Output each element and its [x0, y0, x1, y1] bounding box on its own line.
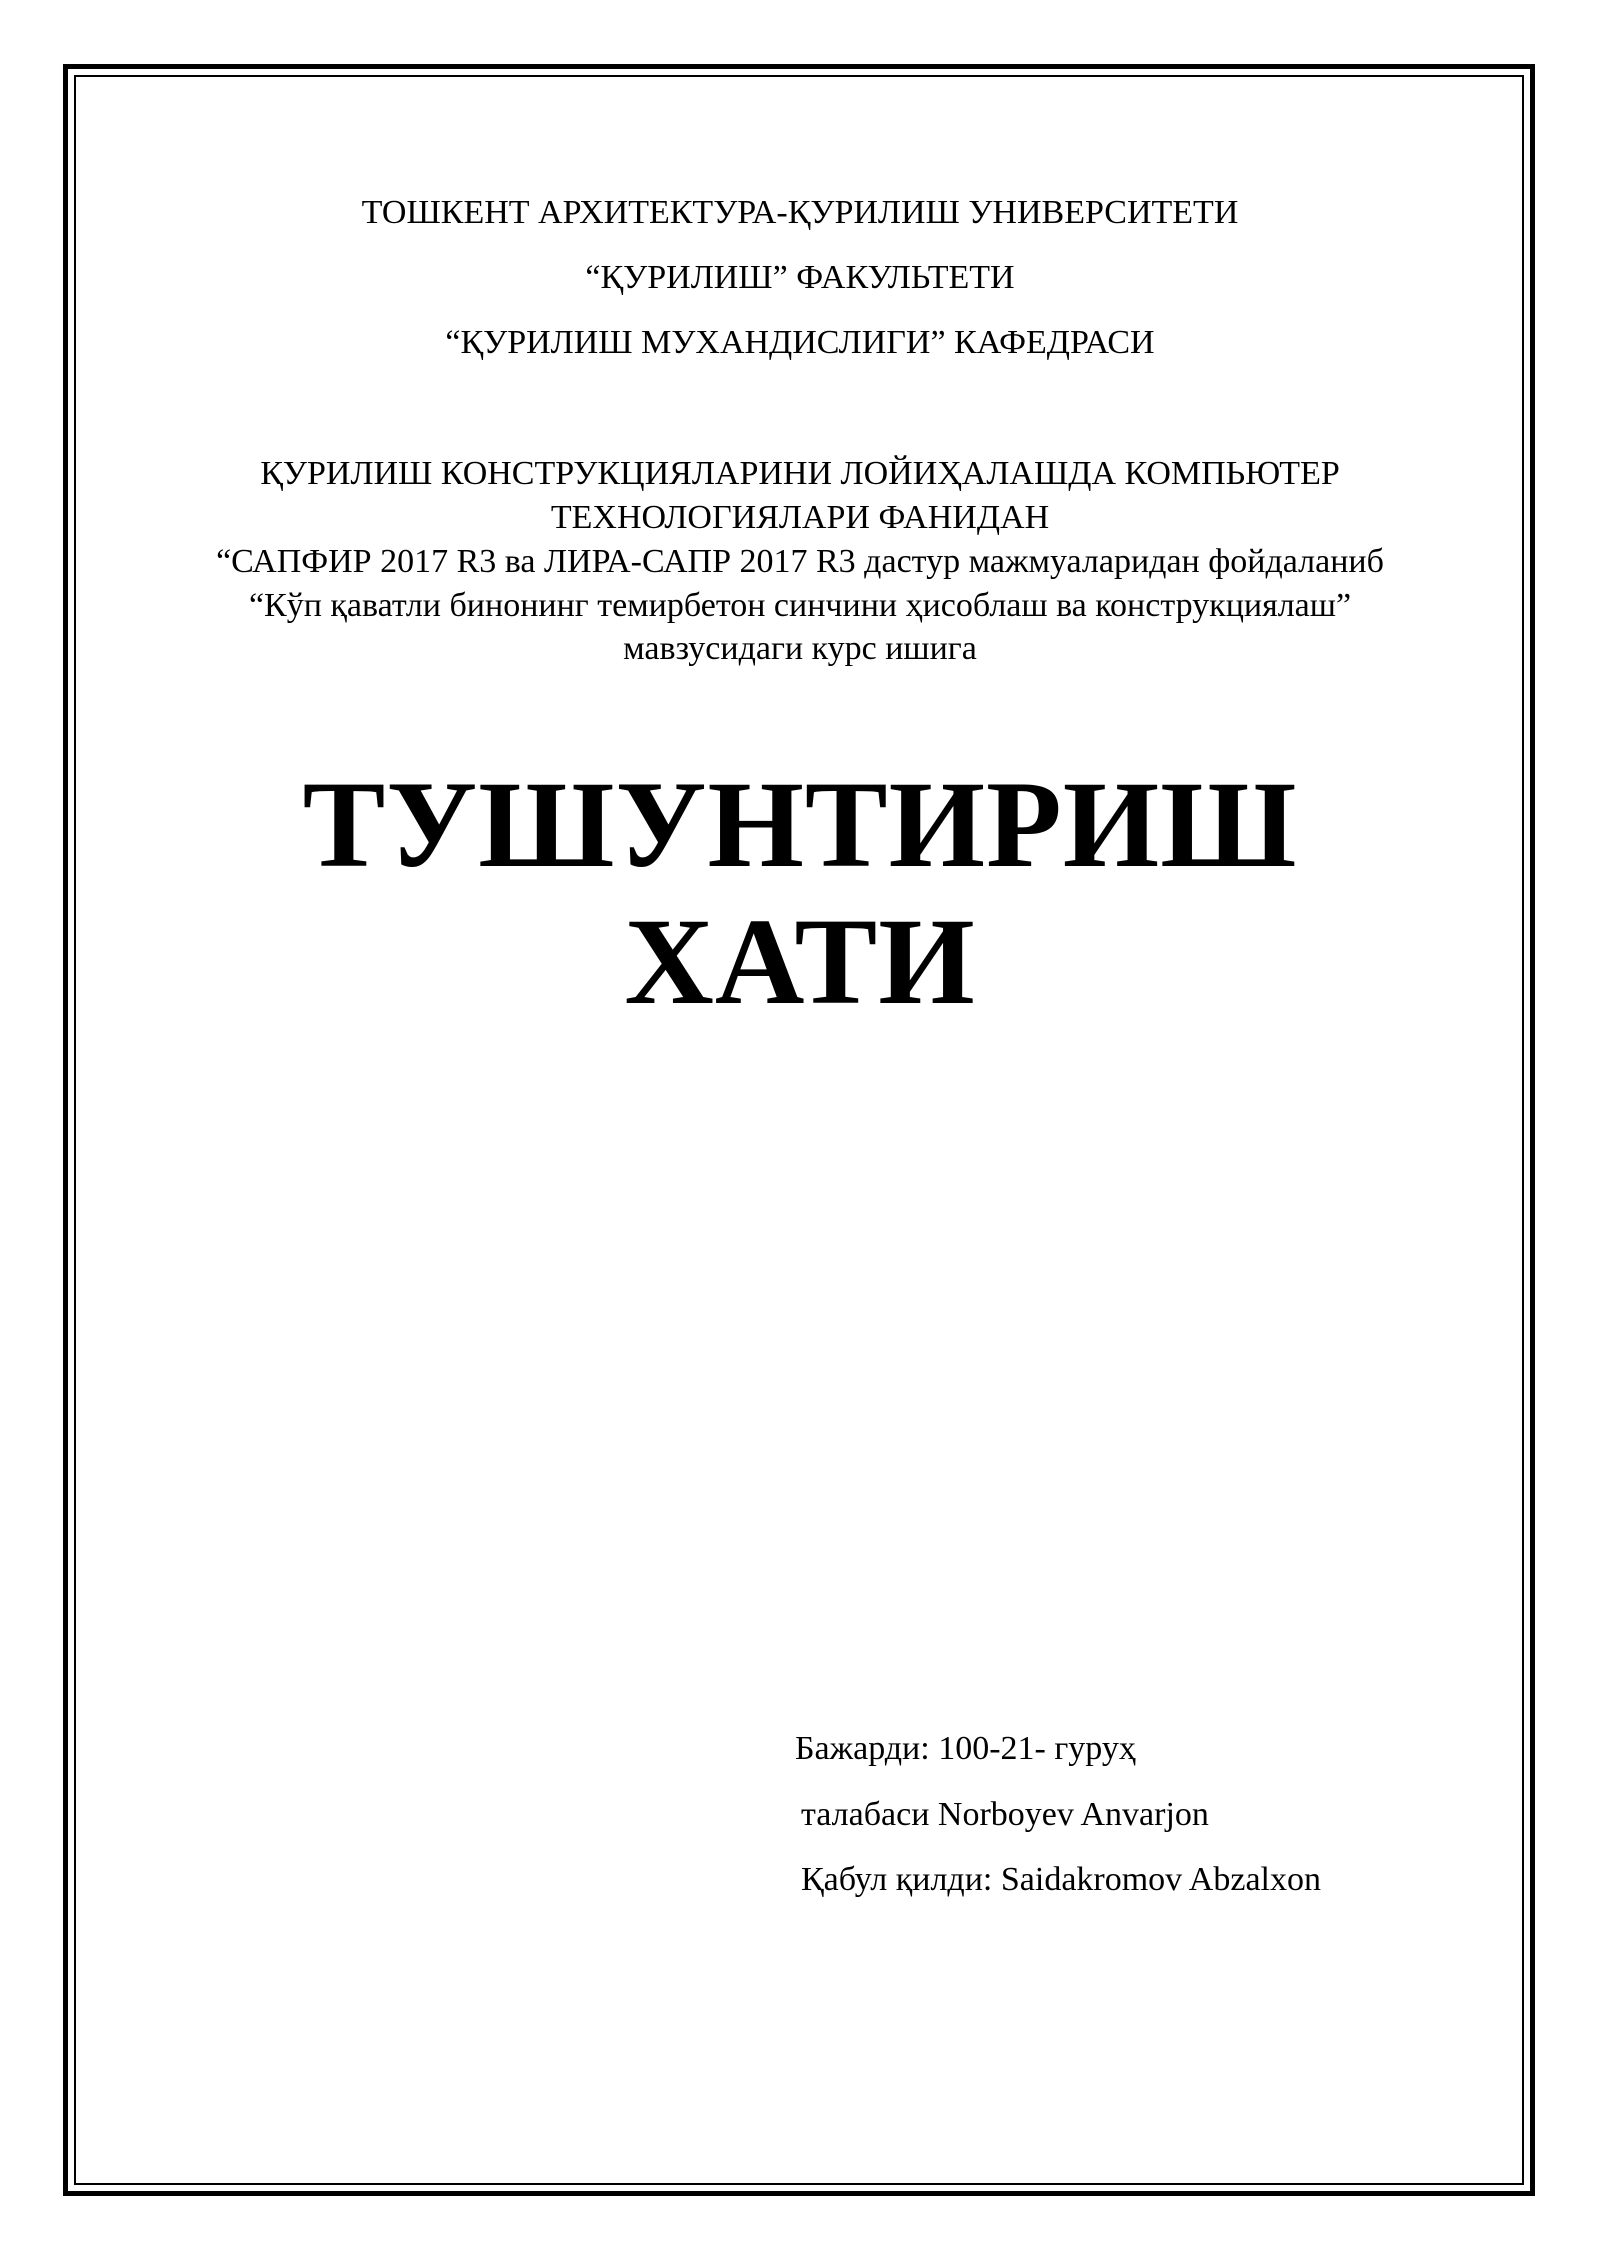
university-name: ТОШКЕНТ АРХИТЕКТУРА-ҚУРИЛИШ УНИВЕРСИТЕТИ — [361, 194, 1239, 231]
faculty-name: “ҚУРИЛИШ” ФАКУЛЬТЕТИ — [585, 259, 1015, 296]
department-name: “ҚУРИЛИШ МУХАНДИСЛИГИ” КАФЕДРАСИ — [445, 324, 1155, 361]
subject-line-2: ТЕХНОЛОГИЯЛАРИ ФАНИДАН — [550, 499, 1050, 536]
subject-line-3: “САПФИР 2017 R3 ва ЛИРА-САПР 2017 R3 дастур мажмуаларидан фойдаланиб — [216, 543, 1384, 580]
accepted-by: Қабул қилди: Saidakromov Abzalxon — [801, 1861, 1321, 1898]
subject-line-4: “Кўп қаватли бинонинг темирбетон синчини ҳисоблаш ва конструкциялаш” — [248, 587, 1352, 624]
document-title-line-2: ХАТИ — [624, 893, 976, 1030]
subject-line-1: ҚУРИЛИШ КОНСТРУКЦИЯЛАРИНИ ЛОЙИҲАЛАШДА КОМПЬЮТЕР — [260, 455, 1340, 492]
document-title-line-1: ТУШУНТИРИШ — [302, 756, 1298, 893]
performed-by: Бажарди: 100-21- гуруҳ — [795, 1730, 1136, 1767]
student-name: талабаси Norboyev Anvarjon — [801, 1796, 1209, 1833]
subject-line-5: мавзусидаги курс ишига — [623, 630, 977, 667]
